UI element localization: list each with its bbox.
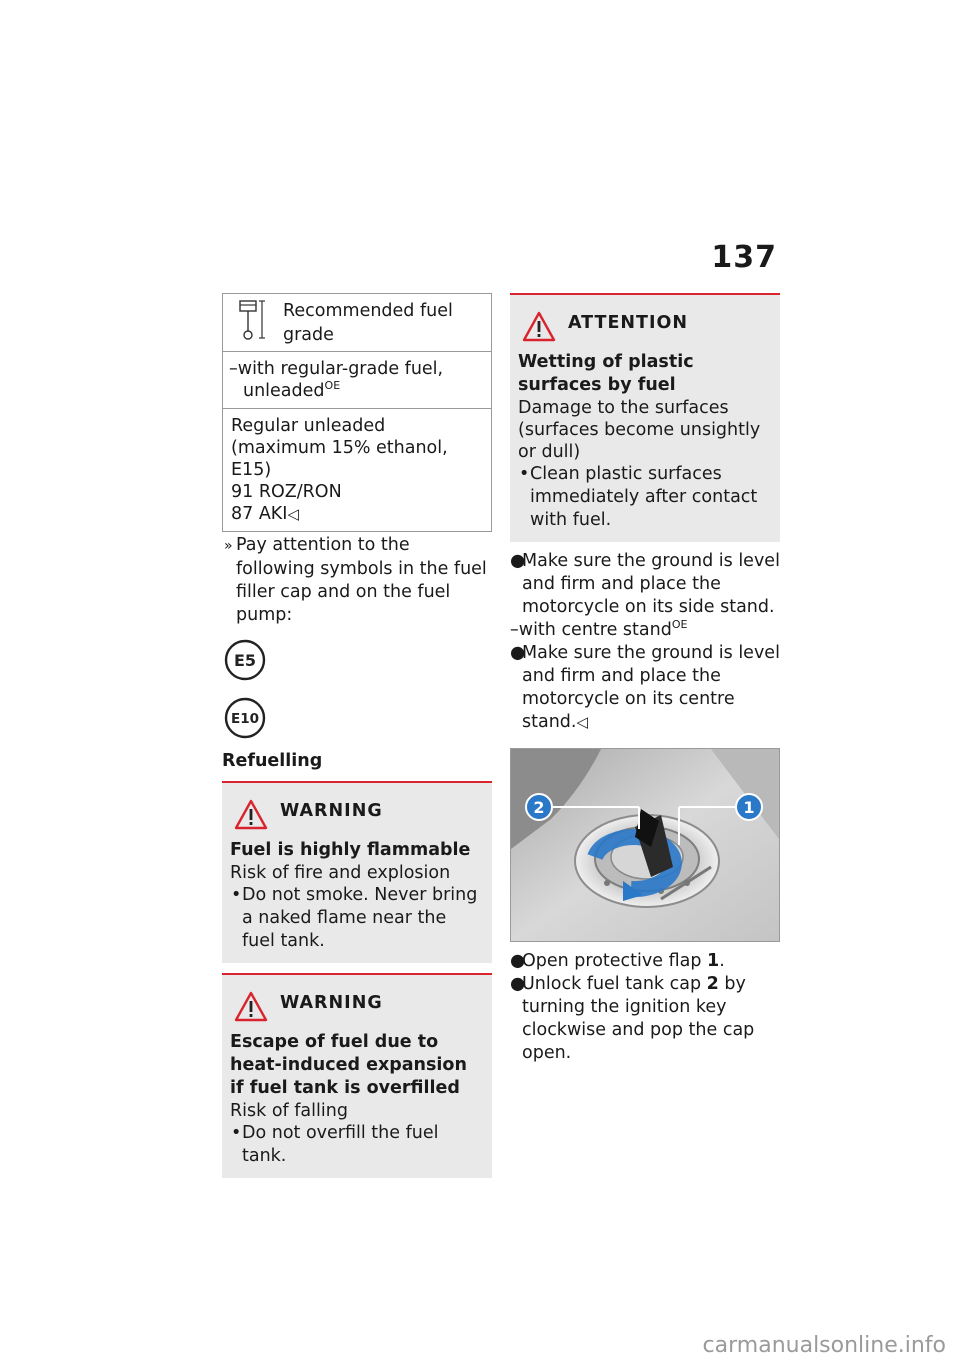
- attention-bullet: •Clean plastic surfaces immediately after contact with fuel.: [519, 464, 758, 530]
- end-marker-icon: ◁: [576, 713, 589, 731]
- bullet-icon: ●: [510, 643, 526, 663]
- spec-value-row: [223, 408, 491, 531]
- spec-condition: with regular-grade fuel, unleaded: [237, 359, 444, 401]
- warning-label: WARNING: [280, 993, 383, 1013]
- e5-fuel-symbol-icon: [224, 639, 266, 681]
- step-centre-stand: ●Make sure the ground is level and firm and place the motorcycle on its centre stand.◁: [510, 643, 780, 732]
- fuel-spec-table: [222, 293, 492, 532]
- warning-bullet: •Do not overfill the fuel tank.: [231, 1123, 439, 1166]
- fuel-cap-figure: [510, 748, 780, 942]
- condition-centre-stand: –with centre stand$^{OE}$: [510, 618, 688, 640]
- attention-box: [510, 293, 780, 542]
- left-column: [222, 293, 492, 1178]
- instruction-text: » Pay attention to the following symbols in the fuel filler cap and on the fuel pump:: [224, 535, 487, 625]
- e10-label: E10: [230, 711, 260, 727]
- chevron-right-icon: »: [224, 538, 233, 554]
- refuelling-heading: Refuelling: [222, 751, 323, 771]
- e5-label: E5: [233, 651, 257, 670]
- spec-table-title: Recommended fuel grade: [283, 301, 453, 345]
- spec-fuel-type: Regular unleaded (maximum 15% ethanol, E15): [231, 416, 448, 480]
- warning-box-flammable: [222, 781, 492, 963]
- attention-title: Wetting of plastic surfaces by fuel: [518, 352, 694, 395]
- steps-group-b: [510, 950, 780, 1065]
- step-side-stand: ●Make sure the ground is level and firm and place the motorcycle on its side stand.: [510, 551, 780, 617]
- oe-superscript: OE: [324, 379, 341, 392]
- warning-title: Escape of fuel due to heat-induced expansion if fuel tank is overfilled: [230, 1032, 467, 1098]
- e10-fuel-symbol-icon: [224, 697, 266, 739]
- page-number: 137: [711, 240, 777, 275]
- warning-bullet: •Do not smoke. Never bring a naked flame near the fuel tank.: [231, 885, 478, 951]
- warning-text: Risk of fire and explosion: [230, 863, 451, 883]
- steps-group-a: [510, 550, 780, 734]
- spec-aki: 87 AKI: [231, 504, 288, 524]
- spec-condition-row: –with regular-grade fuel, unleaded$^{OE}$: [223, 351, 491, 408]
- warning-triangle-icon: [522, 311, 556, 343]
- fuel-cap-illustration: [511, 749, 779, 941]
- piston-icon: [237, 298, 269, 342]
- step-unlock-cap: ●Unlock fuel tank cap 2 by turning the ignition key clockwise and pop the cap open.: [510, 974, 755, 1063]
- warning-label: WARNING: [280, 801, 383, 821]
- warning-text: Risk of falling: [230, 1101, 348, 1121]
- step-open-flap: ●Open protective flap 1.: [510, 951, 725, 971]
- right-column: [510, 293, 780, 1065]
- svg-text:2: 2: [533, 798, 545, 817]
- watermark: carmanualsonline.info: [702, 1333, 946, 1358]
- attention-label: ATTENTION: [568, 313, 689, 333]
- warning-triangle-icon: [234, 991, 268, 1023]
- bullet-icon: ●: [510, 951, 526, 971]
- end-marker-icon: ◁: [287, 505, 299, 523]
- warning-title: Fuel is highly flammable: [230, 840, 471, 860]
- attention-text: Damage to the surfaces (surfaces become unsightly or dull): [518, 398, 761, 462]
- warning-box-overfill: [222, 973, 492, 1178]
- bullet-icon: ●: [510, 974, 526, 994]
- warning-triangle-icon: [234, 799, 268, 831]
- oe-superscript: OE: [671, 618, 688, 631]
- spec-table-header: [223, 294, 491, 351]
- bullet-icon: ●: [510, 551, 526, 571]
- callout-2: [526, 794, 552, 820]
- spec-ron: 91 ROZ/RON: [231, 482, 342, 502]
- callout-1: [736, 794, 762, 820]
- svg-text:1: 1: [743, 798, 755, 817]
